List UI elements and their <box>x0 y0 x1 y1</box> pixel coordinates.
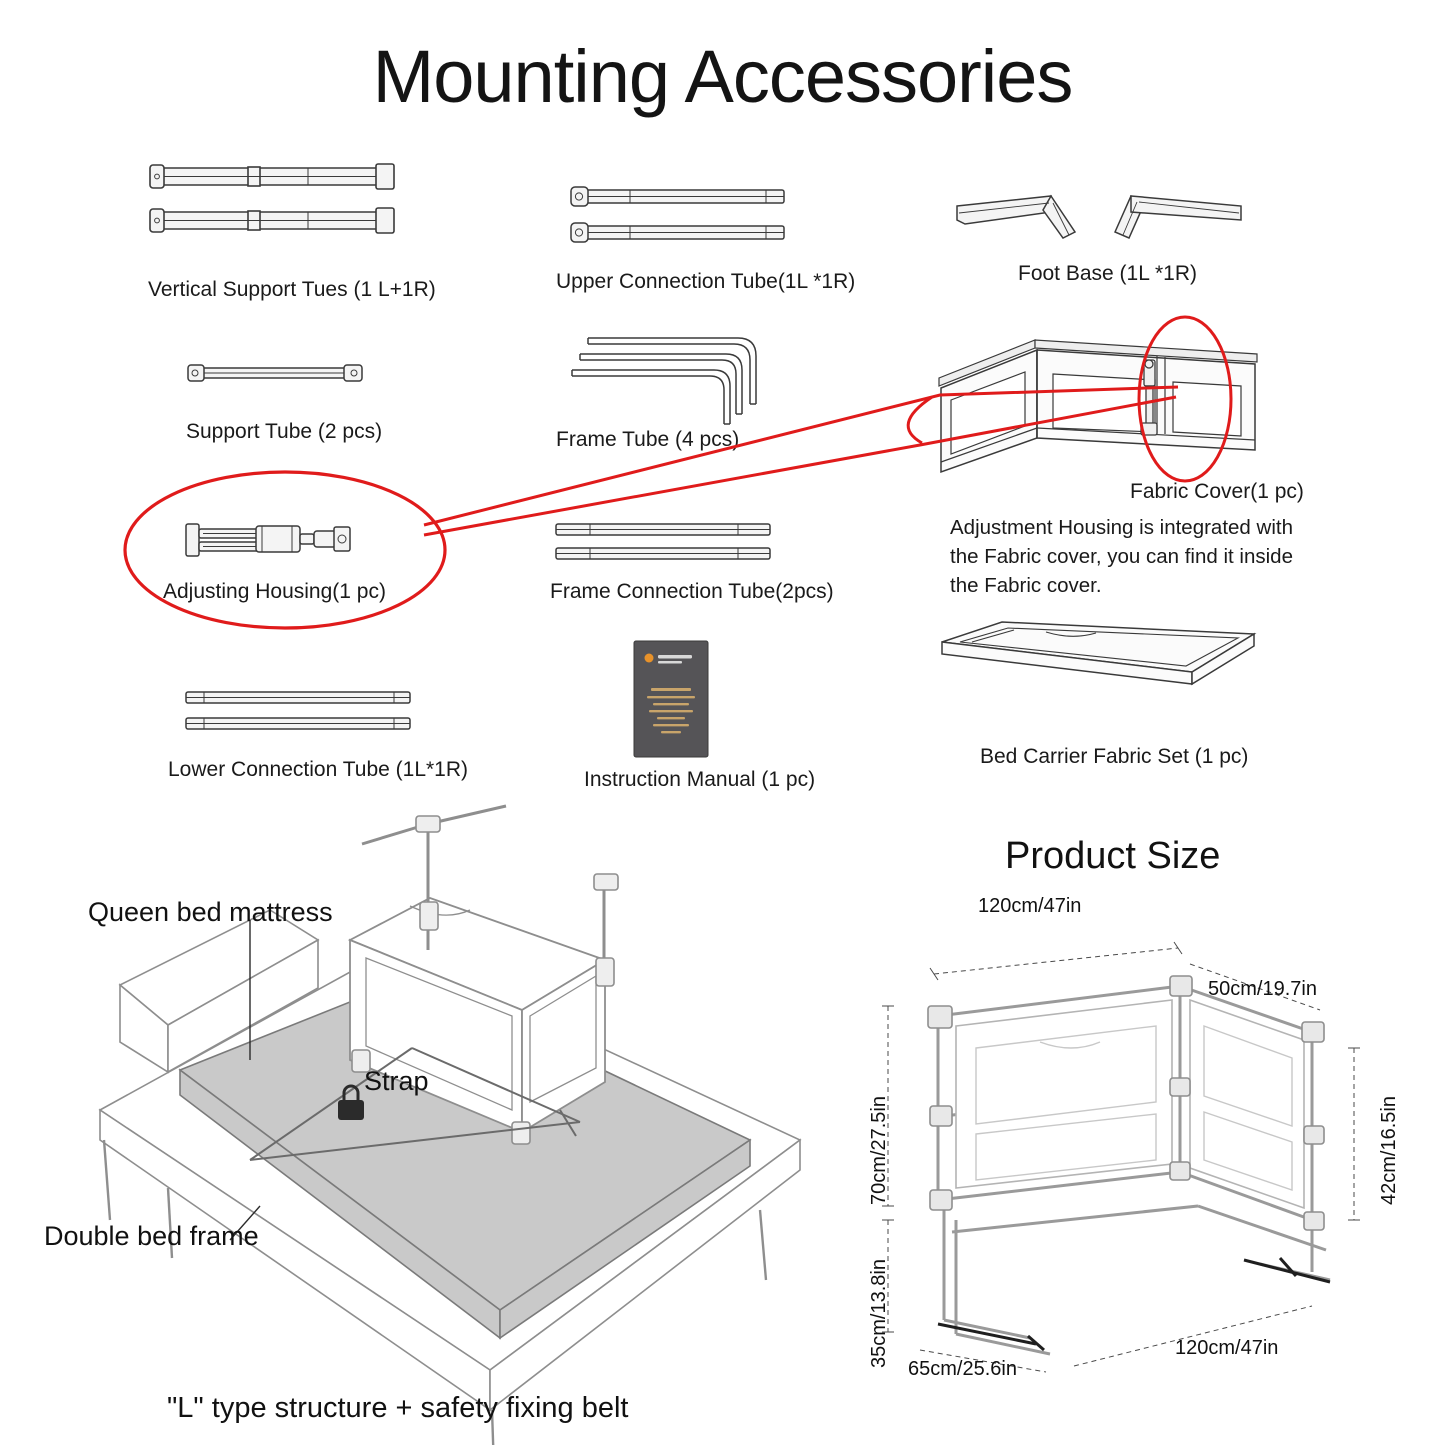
label-fabric-cover: Fabric Cover(1 pc) <box>1130 480 1304 503</box>
part-image-bed-carrier-fabric-set <box>938 612 1258 717</box>
part-image-vertical-support-tubes <box>148 160 408 260</box>
dim-height-total: 70cm/27.5in <box>868 1096 890 1205</box>
part-image-adjusting-housing <box>182 518 362 564</box>
label-queen-bed-mattress: Queen bed mattress <box>88 897 333 927</box>
dim-base-length: 120cm/47in <box>1175 1337 1279 1359</box>
label-frame-connection-tube: Frame Connection Tube(2pcs) <box>550 580 834 603</box>
label-upper-connection-tube: Upper Connection Tube(1L *1R) <box>556 270 856 293</box>
dim-side-height: 42cm/16.5in <box>1378 1096 1400 1205</box>
dim-height-leg: 35cm/13.8in <box>868 1259 890 1368</box>
label-foot-base: Foot Base (1L *1R) <box>1018 262 1197 285</box>
section-title-product-size: Product Size <box>1005 835 1221 877</box>
part-image-frame-connection-tube <box>552 518 777 568</box>
label-support-tube: Support Tube (2 pcs) <box>186 420 383 443</box>
page-title: Mounting Accessories <box>372 35 1073 118</box>
label-adjusting-housing: Adjusting Housing(1 pc) <box>163 580 386 603</box>
part-image-upper-connection-tube <box>570 182 795 262</box>
dim-depth: 50cm/19.7in <box>1208 978 1317 1000</box>
part-image-instruction-manual <box>633 640 709 758</box>
label-double-bed-frame: Double bed frame <box>44 1221 259 1251</box>
label-lower-connection-tube: Lower Connection Tube (1L*1R) <box>168 758 469 781</box>
label-bed-carrier-fabric-set: Bed Carrier Fabric Set (1 pc) <box>980 745 1249 768</box>
part-image-foot-base <box>955 190 1245 250</box>
caption-l-type-structure: "L" type structure + safety fixing belt <box>167 1392 629 1424</box>
part-image-support-tube <box>186 360 366 390</box>
label-frame-tube: Frame Tube (4 pcs) <box>556 428 740 451</box>
label-vertical-support-tubes: Vertical Support Tues (1 L+1R) <box>148 278 436 301</box>
dim-top-width: 120cm/47in <box>978 895 1082 917</box>
part-image-lower-connection-tube <box>182 688 417 738</box>
label-strap: Strap <box>364 1066 429 1096</box>
label-instruction-manual: Instruction Manual (1 pc) <box>584 768 816 791</box>
fabric-cover-note: Adjustment Housing is integrated with the Fabric cover, you can find it inside the Fabric cover. <box>950 516 1293 597</box>
dim-base-width: 65cm/25.6in <box>908 1358 1017 1380</box>
